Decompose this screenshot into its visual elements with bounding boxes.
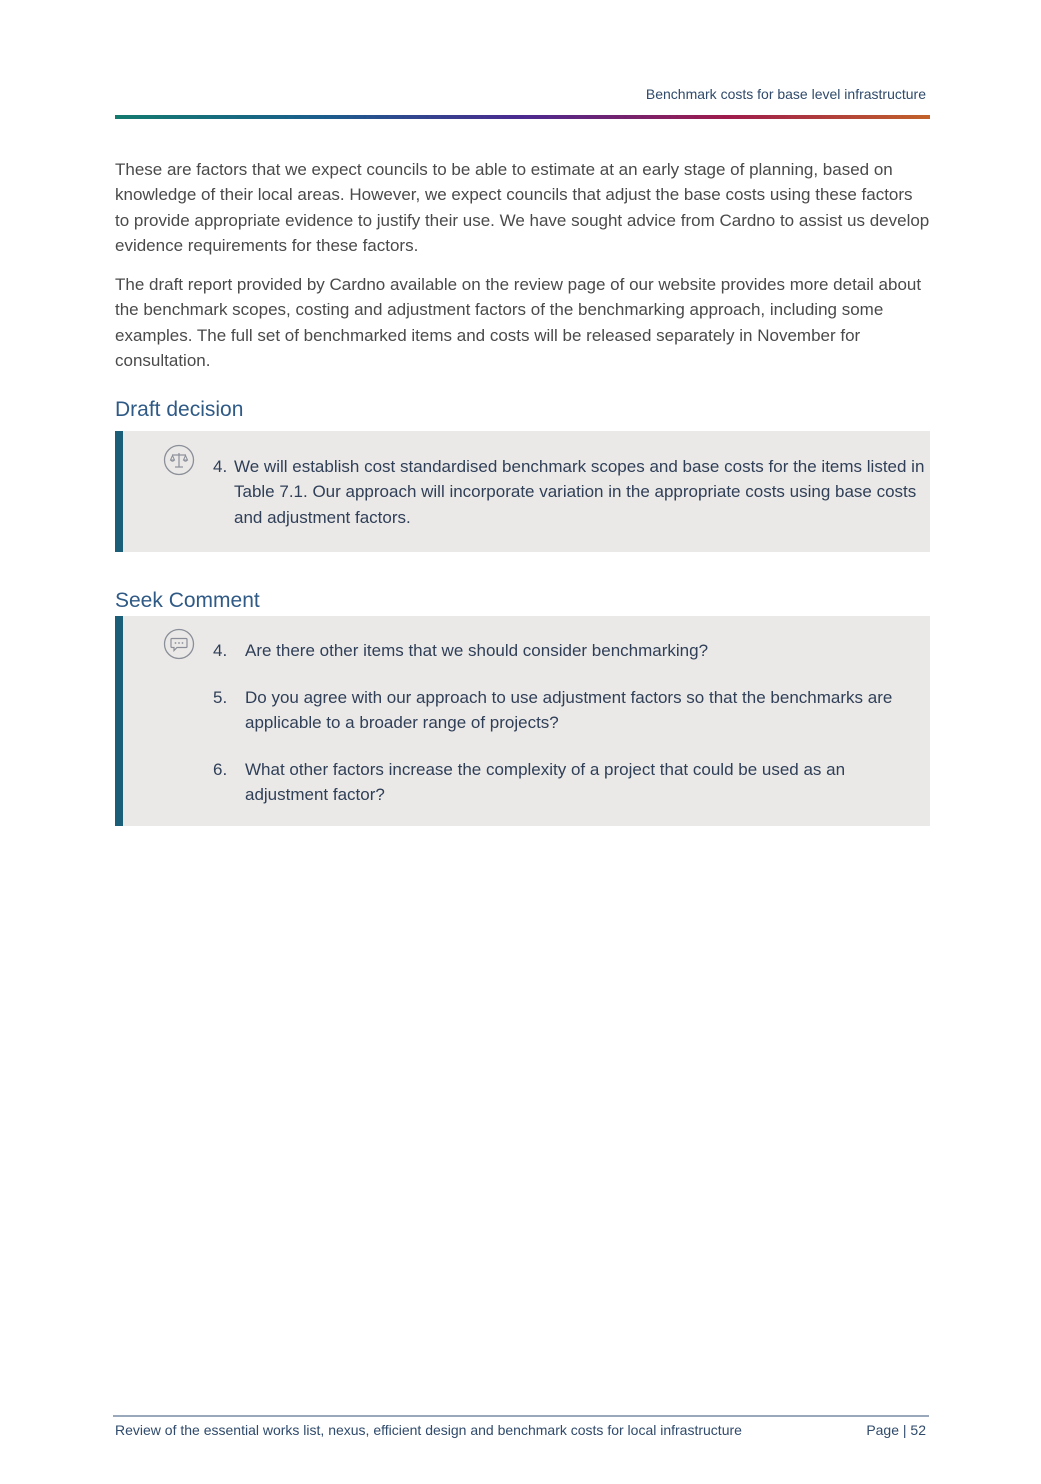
comment-item	[213, 757, 930, 808]
comment-item-number: 6.	[213, 760, 228, 779]
running-header: Benchmark costs for base level infrastructure	[645, 86, 926, 102]
decision-item	[213, 454, 930, 530]
draft-decision-box	[115, 431, 930, 552]
seek-comment-box	[115, 616, 930, 826]
decision-item-text: We will establish cost standardised benchmark scopes and base costs for the items listed in Table 7.1. Our approach will incorporate variation in the appropriate costs using base costs and adjustment factors.	[234, 457, 925, 527]
footer-rule	[113, 1415, 929, 1417]
comment-item-number: 5.	[213, 688, 228, 707]
seek-comment-heading: Seek Comment	[115, 589, 260, 612]
comment-item-text: Are there other items that we should consider benchmarking?	[245, 641, 709, 660]
body-paragraph-2: The draft report provided by Cardno available on the review page of our website provides more detail about the benchmark scopes, costing and adjustment factors of the benchmarking approach, including some examples. The full set of benchmarked items and costs will be released separately in November for consultation.	[115, 275, 922, 370]
header-gradient-rule	[115, 115, 930, 119]
decision-item-number: 4.	[213, 457, 228, 476]
comment-item	[213, 638, 930, 663]
speech-bubble-icon	[163, 628, 195, 660]
body-paragraph-1: These are factors that we expect councils to be able to estimate at an early stage of planning, based on knowledge of their local areas. However, we expect councils that adjust the base costs using these factors to provide appropriate evidence to justify their use. We have sought advice from Cardno to assist us develop evidence requirements for these factors.	[115, 160, 930, 255]
running-footer: Review of the essential works list, nexus, efficient design and benchmark costs for local infrastructure	[115, 1422, 742, 1438]
comment-item-text: What other factors increase the complexity of a project that could be used as an adjustment factor?	[245, 760, 846, 805]
comment-item-number: 4.	[213, 641, 228, 660]
page-number: Page | 52	[866, 1422, 926, 1438]
comment-item	[213, 685, 930, 736]
scales-icon	[163, 444, 195, 476]
comment-item-text: Do you agree with our approach to use adjustment factors so that the benchmarks are applicable to a broader range of projects?	[245, 688, 893, 733]
draft-decision-heading: Draft decision	[115, 398, 244, 421]
